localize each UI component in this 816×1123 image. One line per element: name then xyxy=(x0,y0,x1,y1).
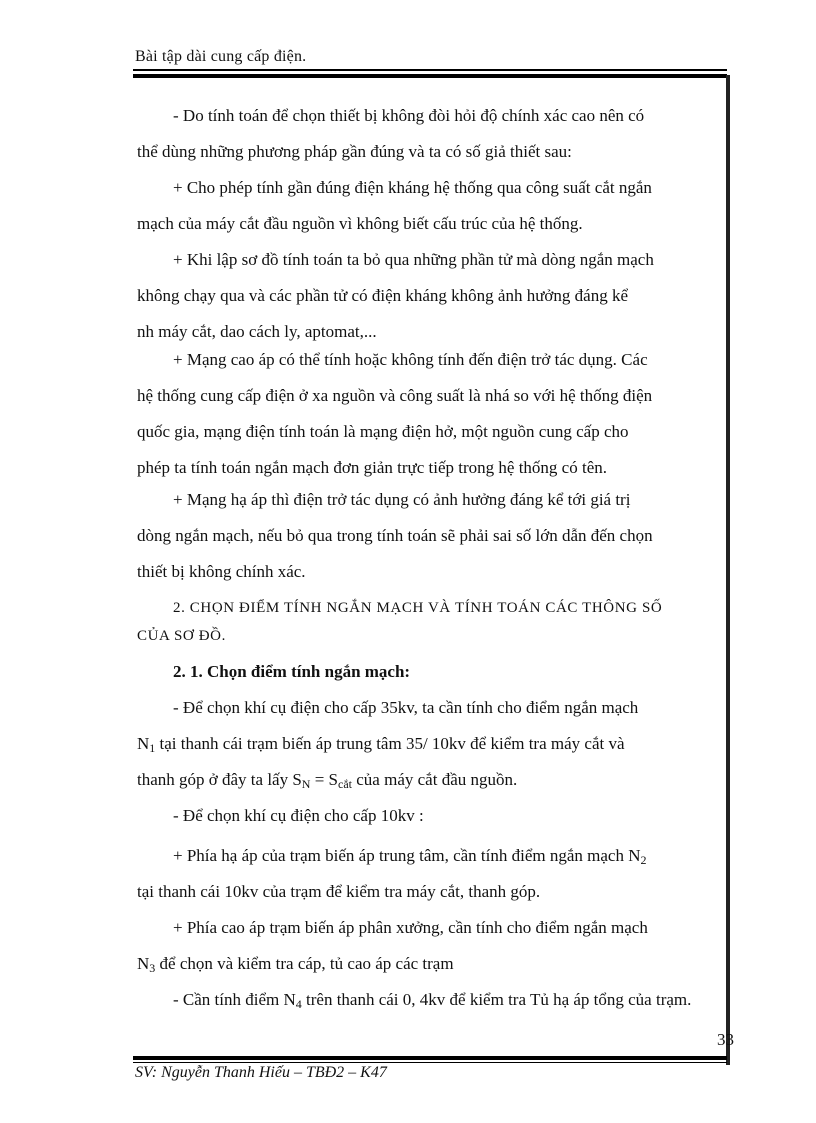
paragraph-line: + Phía cao áp trạm biến áp phân xưởng, cần tính cho điểm ngắn mạch xyxy=(173,918,648,937)
paragraph-4 xyxy=(137,342,719,486)
subscript: 1 xyxy=(149,741,156,755)
line-text: tại thanh cái trạm biến áp trung tâm 35/ 10kv để kiểm tra máy cắt và xyxy=(155,734,625,753)
line-text: trên thanh cái 0, 4kv để kiểm tra Tủ hạ áp tổng của trạm. xyxy=(301,990,692,1009)
footer-author: SV: Nguyễn Thanh Hiếu – TBĐ2 – K47 xyxy=(135,1064,387,1081)
section-heading xyxy=(137,590,719,654)
paragraph-n2 xyxy=(137,838,719,910)
paragraph-line: thiết bị không chính xác. xyxy=(137,562,306,581)
paragraph-n4 xyxy=(137,982,719,1018)
paragraph-line xyxy=(137,838,719,874)
paragraph-line xyxy=(137,982,719,1018)
line-text: + Phía hạ áp của trạm biến áp trung tâm, cần tính điểm ngắn mạch N xyxy=(173,846,641,865)
paragraph-line: không chạy qua và các phần tử có điện kháng không ảnh hưởng đáng kể xyxy=(137,286,628,305)
subscript: 3 xyxy=(149,961,156,975)
page-number: 33 xyxy=(717,1030,734,1049)
paragraph-line xyxy=(137,946,719,982)
paragraph-line: phép ta tính toán ngắn mạch đơn giản trực tiếp trong hệ thống có tên. xyxy=(137,458,607,477)
subscript: 4 xyxy=(295,997,302,1011)
header-rule-thick xyxy=(133,74,727,78)
page-border-right xyxy=(726,75,730,1065)
subscript: 2 xyxy=(640,853,647,867)
section-heading-line: 2. CHỌN ĐIỂM TÍNH NGẮN MẠCH VÀ TÍNH TOÁN CÁC THÔNG SỐ xyxy=(173,600,663,616)
paragraph-1 xyxy=(137,98,719,170)
footer-rule xyxy=(133,1062,727,1063)
paragraph-line: nh máy cắt, dao cách ly, aptomat,... xyxy=(137,322,377,341)
paragraph-line: quốc gia, mạng điện tính toán là mạng điện hở, một nguồn cung cấp cho xyxy=(137,422,629,441)
paragraph-line: + Khi lập sơ đồ tính toán ta bỏ qua những phần tử mà dòng ngắn mạch xyxy=(173,250,654,269)
symbol-n: N xyxy=(137,734,150,753)
paragraph-line xyxy=(137,762,719,798)
paragraph-line: hệ thống cung cấp điện ở xa nguồn và công suất là nhá so với hệ thống điện xyxy=(137,386,653,405)
symbol-n: N xyxy=(137,954,150,973)
paragraph-line: dòng ngắn mạch, nếu bỏ qua trong tính toán sẽ phải sai số lớn dẫn đến chọn xyxy=(137,526,653,545)
paragraph-3 xyxy=(137,242,719,350)
line-text: thanh góp ở đây ta lấy S xyxy=(137,770,302,789)
line-text: để chọn và kiểm tra cáp, tủ cao áp các trạm xyxy=(155,954,454,973)
paragraph-line: + Cho phép tính gần đúng điện kháng hệ thống qua công suất cắt ngắn xyxy=(173,178,652,197)
paragraph-line xyxy=(137,726,719,762)
paragraph-line: thể dùng những phương pháp gần đúng và ta có số giả thiết sau: xyxy=(137,142,572,161)
line-text: của máy cắt đầu nguồn. xyxy=(352,770,518,789)
paragraph-line: mạch của máy cắt đầu nguồn vì không biết cấu trúc của hệ thống. xyxy=(137,214,583,233)
paragraph-10kv xyxy=(137,798,719,834)
paragraph-2 xyxy=(137,170,719,242)
header-title: Bài tập dài cung cấp điện. xyxy=(135,48,307,65)
subsection-heading-text: 2. 1. Chọn điểm tính ngắn mạch: xyxy=(173,662,411,681)
subscript: N xyxy=(301,777,311,791)
paragraph-line: - Do tính toán để chọn thiết bị không đòi hỏi độ chính xác cao nên có xyxy=(173,106,645,125)
section-heading-line: CỦA SƠ ĐỒ. xyxy=(137,628,226,644)
footer-rule-thick xyxy=(133,1056,727,1060)
header-rule xyxy=(133,69,727,71)
paragraph-line: + Mạng hạ áp thì điện trở tác dụng có ảnh hưởng đáng kể tới giá trị xyxy=(173,490,631,509)
paragraph-line: - Để chọn khí cụ điện cho cấp 10kv : xyxy=(173,806,424,825)
paragraph-line: - Để chọn khí cụ điện cho cấp 35kv, ta cần tính cho điểm ngắn mạch xyxy=(173,698,639,717)
paragraph-5 xyxy=(137,482,719,590)
subscript: cắt xyxy=(338,777,353,791)
paragraph-line: tại thanh cái 10kv của trạm để kiểm tra máy cắt, thanh góp. xyxy=(137,882,541,901)
paragraph-n1 xyxy=(137,690,719,798)
line-text: = S xyxy=(310,770,339,789)
line-text: - Cần tính điểm N xyxy=(173,990,296,1009)
paragraph-line: + Mạng cao áp có thể tính hoặc không tính đến điện trở tác dụng. Các xyxy=(173,350,648,369)
paragraph-n3 xyxy=(137,910,719,982)
subsection-heading xyxy=(137,654,719,690)
